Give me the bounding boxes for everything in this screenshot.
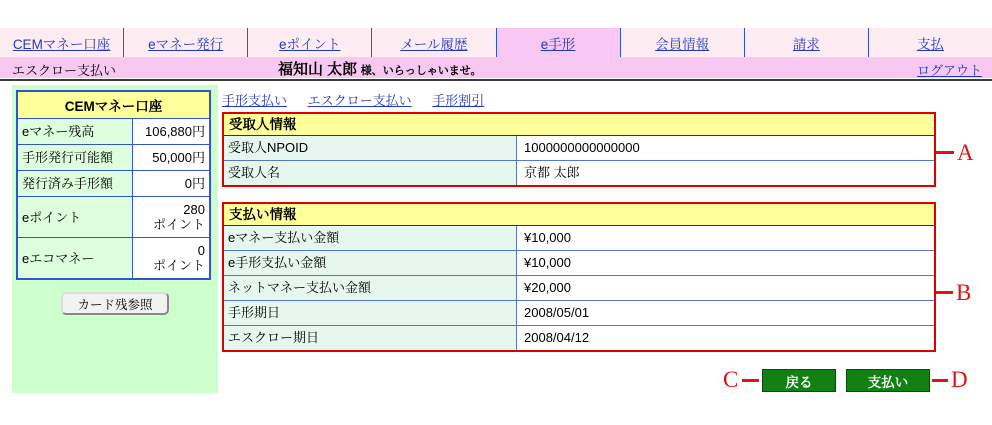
sidebar-row [17, 119, 210, 145]
tab-label: 会員情報 [655, 36, 710, 52]
pay-button[interactable]: 支払い [846, 369, 930, 392]
callout-line-b [936, 291, 953, 294]
table-row [224, 160, 934, 185]
balance-value: 106,880円 [133, 119, 211, 145]
user-bar [0, 57, 992, 78]
emoney-amount-value: ¥10,000 [517, 226, 934, 250]
callout-letter-a: A [957, 140, 974, 165]
recipient-info-panel [222, 112, 936, 187]
sidebar-row [17, 145, 210, 171]
balance-value: 0円 [133, 171, 211, 197]
tab-etegata[interactable] [497, 28, 621, 57]
tab-label: 支払 [916, 36, 944, 52]
table-row [224, 325, 934, 350]
table-row [224, 136, 934, 160]
etegata-amount-value: ¥10,000 [517, 251, 934, 275]
netmoney-amount-label: ネットマネー支払い金額 [224, 276, 517, 300]
tab-payment[interactable] [869, 28, 992, 57]
link-tegata-discount[interactable]: 手形割引 [432, 93, 485, 108]
table-row [224, 300, 934, 325]
recipient-panel-title: 受取人情報 [224, 114, 934, 136]
tegata-due-date-label: 手形期日 [224, 301, 517, 325]
etegata-amount-label: e手形支払い金額 [224, 251, 517, 275]
recipient-name-value: 京都 太郎 [517, 161, 934, 185]
sidebar-row [17, 197, 210, 238]
top-tab-bar [0, 28, 992, 57]
callout-line-d [932, 379, 948, 382]
emoney-amount-label: eマネー支払い金額 [224, 226, 517, 250]
netmoney-amount-value: ¥20,000 [517, 276, 934, 300]
payment-panel-title: 支払い情報 [224, 204, 934, 226]
sidebar-row [17, 171, 210, 197]
recipient-npoid-label: 受取人NPOID [224, 136, 517, 160]
sub-nav-links [222, 90, 501, 109]
callout-line-c [742, 379, 759, 382]
recipient-npoid-value: 1000000000000000 [517, 136, 934, 160]
tab-epoint[interactable] [248, 28, 372, 57]
callout-letter-c: C [723, 367, 739, 392]
tab-emoney-issue[interactable] [124, 28, 248, 57]
tab-mail-history[interactable] [372, 28, 496, 57]
tab-label: e手形 [540, 36, 576, 52]
link-escrow-payment[interactable]: エスクロー支払い [307, 93, 412, 108]
tab-label: メール履歴 [400, 36, 468, 52]
balance-label: eポイント [17, 197, 133, 238]
tab-label: eポイント [279, 36, 341, 52]
page-title: エスクロー支払い [12, 63, 117, 78]
tegata-due-date-value: 2008/05/01 [517, 301, 934, 325]
table-row [224, 250, 934, 275]
balance-value: 280 ポイント [133, 197, 211, 238]
escrow-due-date-label: エスクロー期日 [224, 326, 517, 350]
table-row [224, 275, 934, 300]
balance-label: 発行済み手形額 [17, 171, 133, 197]
greeting-text: 様、いらっしゃいませ。 [360, 65, 482, 77]
callout-letter-d: D [951, 367, 968, 392]
payment-info-panel [222, 202, 936, 352]
balance-value: 0 ポイント [133, 238, 211, 280]
balance-label: 手形発行可能額 [17, 145, 133, 171]
logout-link[interactable]: ログアウト [916, 63, 982, 78]
header-divider [0, 79, 992, 81]
tab-label: CEMマネー口座 [12, 36, 111, 52]
tab-billing[interactable] [745, 28, 869, 57]
balance-value: 50,000円 [133, 145, 211, 171]
balance-label: eマネー残高 [17, 119, 133, 145]
balance-label: eエコマネー [17, 238, 133, 280]
sidebar-row [17, 238, 210, 280]
escrow-due-date-value: 2008/04/12 [517, 326, 934, 350]
link-tegata-payment[interactable]: 手形支払い [222, 93, 288, 108]
back-button[interactable]: 戻る [762, 369, 836, 392]
card-balance-button[interactable]: カード残参照 [61, 292, 169, 315]
user-name: 福知山 太郎 [278, 61, 358, 78]
tab-label: eマネー発行 [148, 36, 224, 52]
callout-letter-b: B [956, 280, 972, 305]
account-balance-table [16, 90, 211, 280]
account-sidebar [12, 85, 218, 393]
table-row [224, 226, 934, 250]
recipient-name-label: 受取人名 [224, 161, 517, 185]
sidebar-title: CEMマネー口座 [17, 91, 210, 119]
tab-label: 請求 [792, 36, 820, 52]
tab-member-info[interactable] [621, 28, 745, 57]
user-greeting [278, 58, 481, 79]
callout-line-a [936, 151, 954, 154]
tab-cem-money-account[interactable] [0, 28, 124, 57]
